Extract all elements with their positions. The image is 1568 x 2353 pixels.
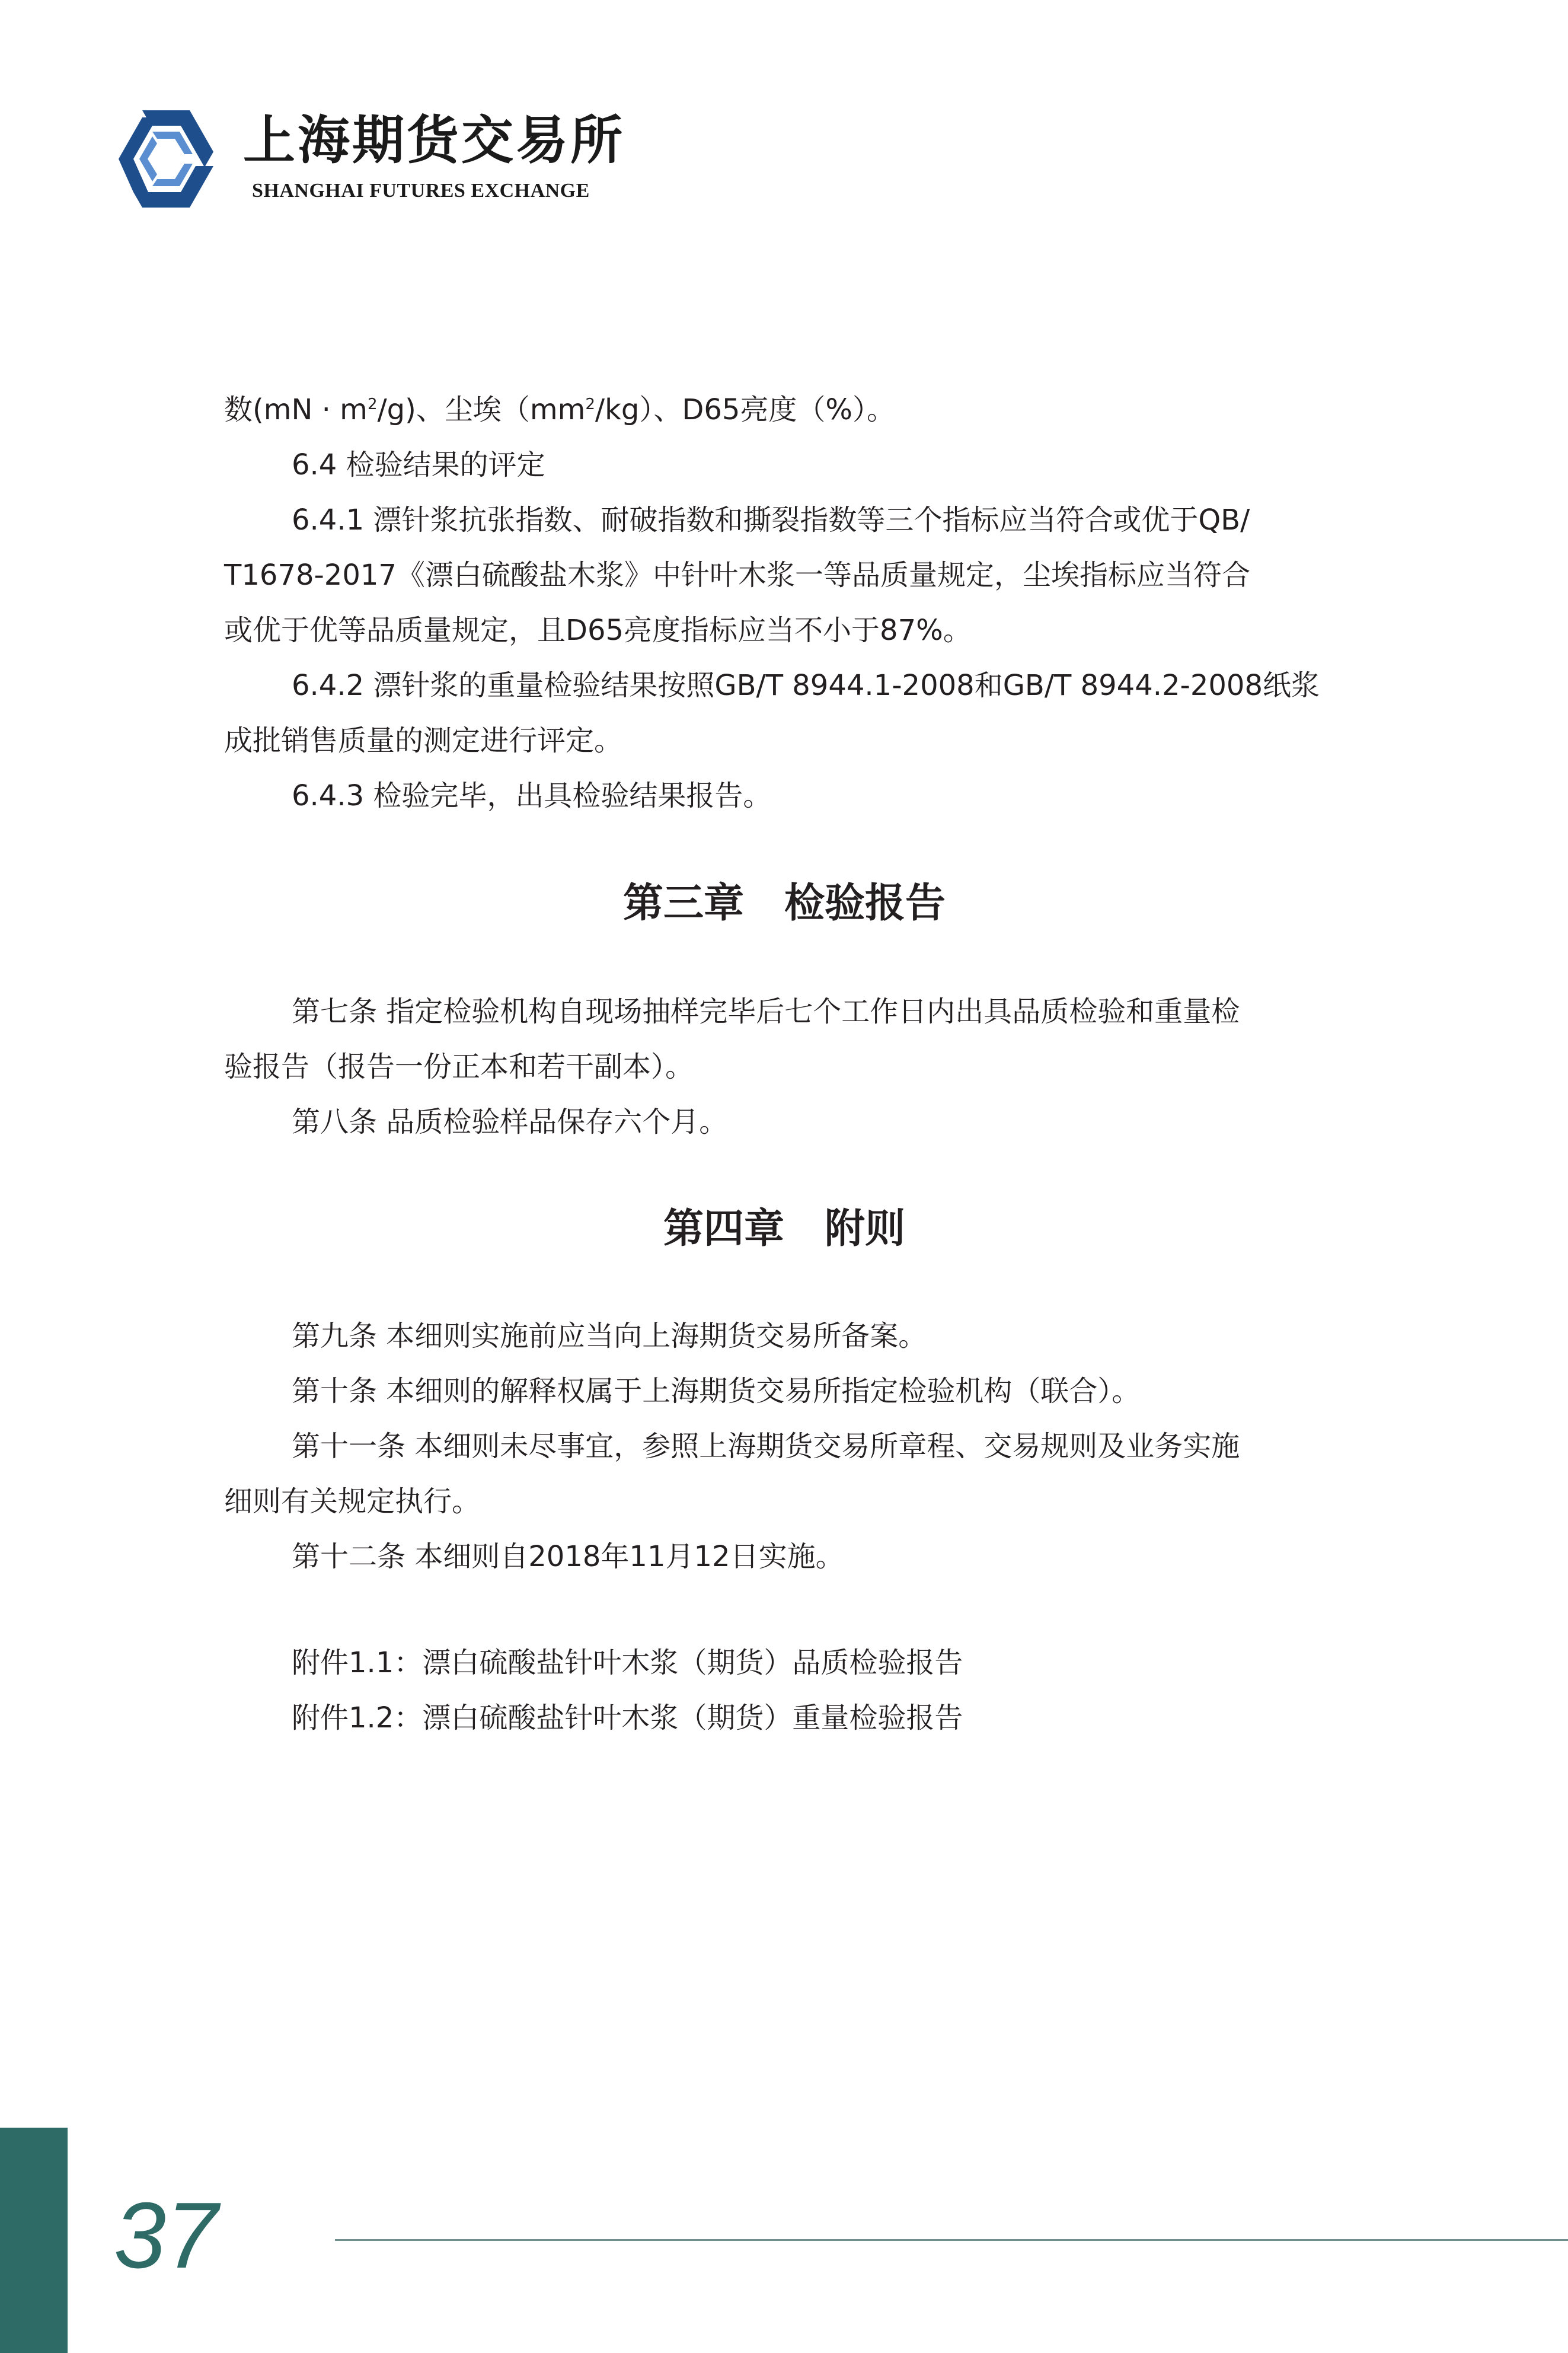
article-12: 第十二条 本细则自2018年11月12日实施。 <box>292 1540 844 1573</box>
section-6-4-2-line-2: 成批销售质量的测定进行评定。 <box>224 724 623 757</box>
section-6-4-1-line-1: 6.4.1 漂针浆抗张指数、耐破指数和撕裂指数等三个指标应当符合或优于QB/ <box>292 503 1250 537</box>
logo-chinese-name: 上海期货交易所 <box>243 109 625 171</box>
spacer <box>224 1584 1345 1635</box>
header <box>110 106 625 212</box>
section-6-4-1-line-2: T1678-2017《漂白硫酸盐木浆》中针叶木浆一等品质量规定，尘埃指标应当符合 <box>224 559 1250 592</box>
attachment-1-2: 附件1.2：漂白硫酸盐针叶木浆（期货）重量检验报告 <box>292 1701 963 1735</box>
article-7-line-1: 第七条 指定检验机构自现场抽样完毕后七个工作日内出具品质检验和重量检 <box>292 995 1240 1028</box>
footer-divider <box>335 2239 1568 2241</box>
attachment-1-1: 附件1.1：漂白硫酸盐针叶木浆（期货）品质检验报告 <box>292 1646 963 1679</box>
article-11-line-1: 第十一条 本细则未尽事宜，参照上海期货交易所章程、交易规则及业务实施 <box>292 1430 1240 1463</box>
article-9: 第九条 本细则实施前应当向上海期货交易所备案。 <box>292 1319 927 1353</box>
page-number: 37 <box>114 2183 218 2288</box>
chapter-4-heading: 第四章 附则 <box>663 1206 905 1252</box>
section-6-4: 6.4 检验结果的评定 <box>292 448 545 482</box>
document-body <box>224 382 1345 1746</box>
hexagon-logo-icon <box>110 106 222 212</box>
section-6-4-3: 6.4.3 检验完毕，出具检验结果报告。 <box>292 779 772 812</box>
logo-english-name: SHANGHAI FUTURES EXCHANGE <box>252 180 590 202</box>
article-11-line-2: 细则有关规定执行。 <box>224 1485 481 1518</box>
section-6-4-2-line-1: 6.4.2 漂针浆的重量检验结果按照GB/T 8944.1-2008和GB/T 8944.2-2008纸浆 <box>292 669 1320 702</box>
article-7-line-2: 验报告（报告一份正本和若干副本）。 <box>224 1050 694 1083</box>
chapter-3-heading: 第三章 检验报告 <box>622 880 946 927</box>
article-8: 第八条 品质检验样品保存六个月。 <box>292 1105 728 1139</box>
section-6-4-1-line-3: 或优于优等品质量规定，且D65亮度指标应当不小于87%。 <box>224 614 972 647</box>
units-line: 数$(mN \cdot m^2/g)$、尘埃$(mm^2/kg)$、D65亮度（%）。 <box>224 393 896 426</box>
article-10: 第十条 本细则的解释权属于上海期货交易所指定检验机构（联合）。 <box>292 1375 1141 1408</box>
page-accent-bar <box>0 2128 68 2353</box>
